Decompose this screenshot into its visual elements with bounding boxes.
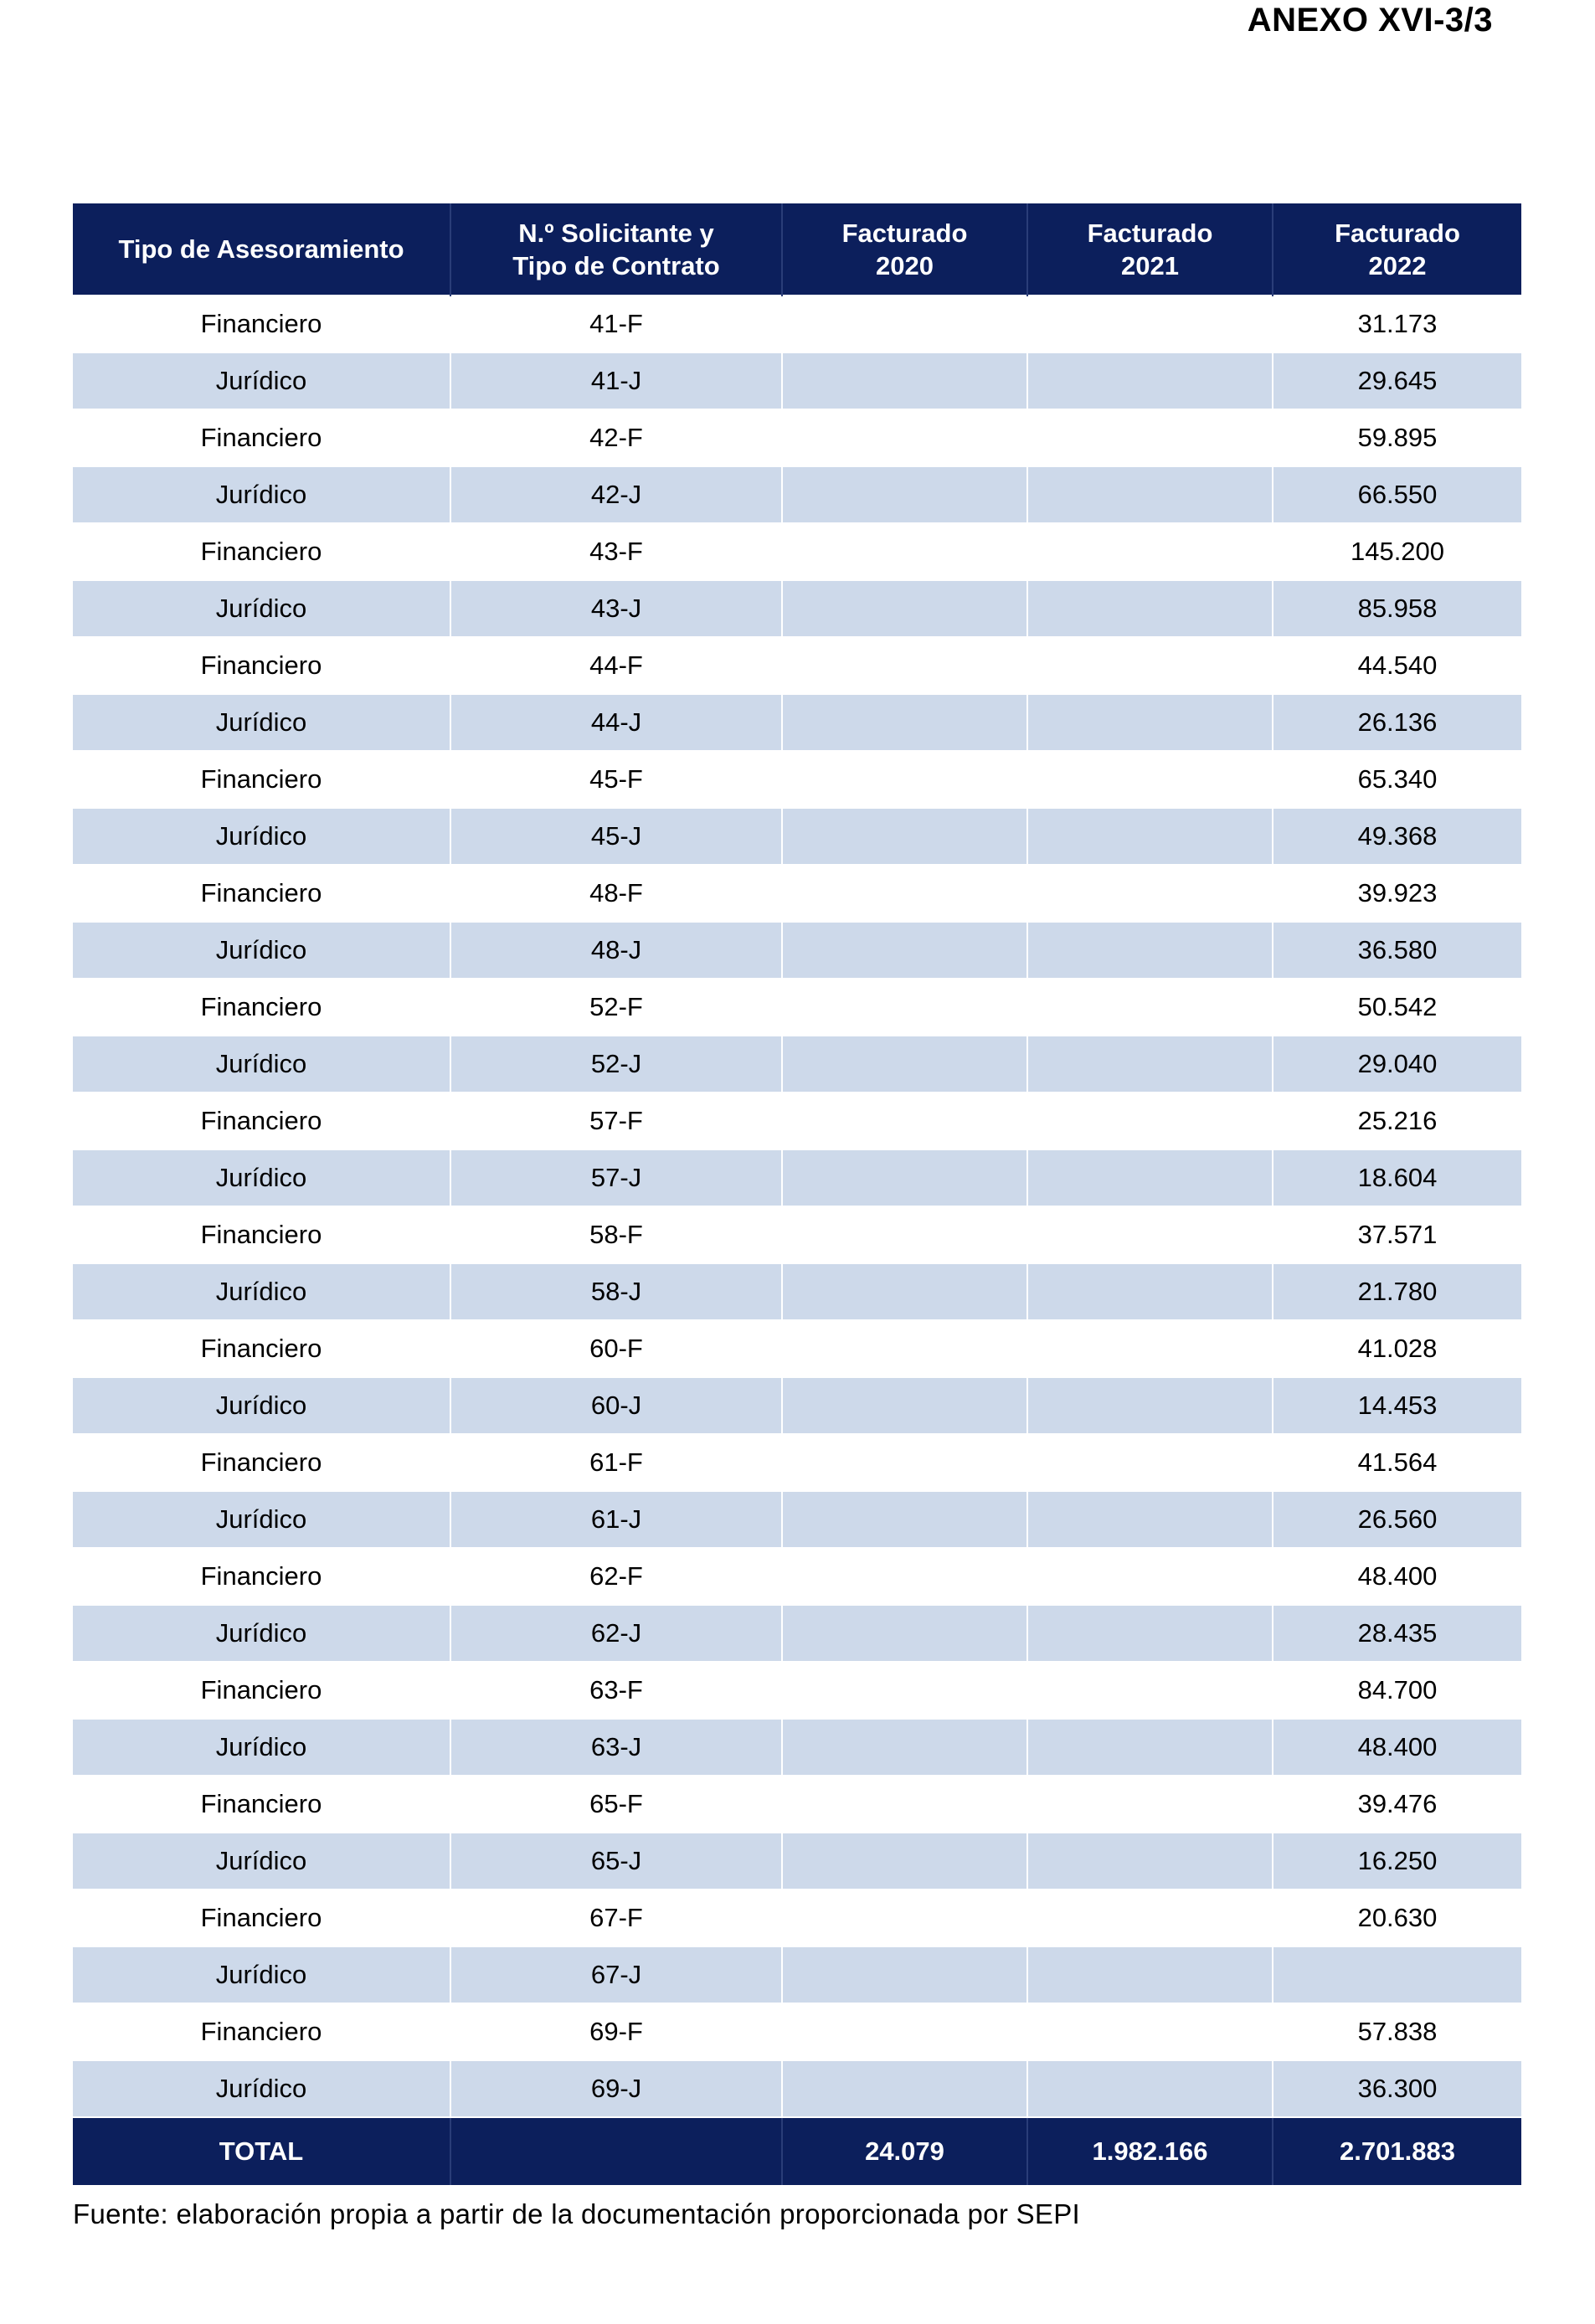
facturado-2022-cell: 26.560: [1273, 1491, 1521, 1548]
table-row: [73, 1377, 1521, 1434]
header-line: 2020: [876, 250, 934, 280]
facturado-2020-cell: [782, 2060, 1027, 2117]
solicitante-cell: 57-J: [450, 1149, 782, 1206]
total-label: TOTAL: [73, 2117, 450, 2185]
facturado-2020-cell: [782, 1946, 1027, 2003]
tipo-cell: Financiero: [73, 1662, 450, 1719]
table-row: [73, 2060, 1521, 2117]
facturado-2022-cell: 50.542: [1273, 979, 1521, 1036]
header-line: Tipo de Asesoramiento: [118, 234, 404, 264]
tipo-cell: Financiero: [73, 409, 450, 466]
facturado-2021-cell: [1027, 922, 1273, 979]
facturado-2020-cell: [782, 1377, 1027, 1434]
table-row: [73, 922, 1521, 979]
facturado-2021-cell: [1027, 1320, 1273, 1377]
facturado-2021-cell: [1027, 523, 1273, 580]
table-row: [73, 1776, 1521, 1833]
facturado-2022-cell: 14.453: [1273, 1377, 1521, 1434]
header-line: N.º Solicitante y: [518, 218, 714, 248]
tipo-cell: Financiero: [73, 637, 450, 694]
table-row: [73, 751, 1521, 808]
facturado-2020-cell: [782, 1149, 1027, 1206]
facturado-2021-cell: [1027, 1946, 1273, 2003]
facturado-2020-cell: [782, 1605, 1027, 1662]
tipo-cell: Jurídico: [73, 1719, 450, 1776]
solicitante-cell: 58-J: [450, 1263, 782, 1320]
table-row: [73, 1605, 1521, 1662]
header-line: Tipo de Contrato: [512, 250, 720, 280]
facturado-2020-cell: [782, 1320, 1027, 1377]
facturado-2020-cell: [782, 979, 1027, 1036]
solicitante-cell: 42-F: [450, 409, 782, 466]
header-facturado-2021: [1027, 203, 1273, 296]
facturado-2022-cell: 28.435: [1273, 1605, 1521, 1662]
facturado-2022-cell: 36.300: [1273, 2060, 1521, 2117]
facturado-2022-cell: 29.040: [1273, 1036, 1521, 1093]
tipo-cell: Financiero: [73, 1776, 450, 1833]
solicitante-cell: 63-F: [450, 1662, 782, 1719]
billing-table: [73, 203, 1521, 2185]
table-row: [73, 1263, 1521, 1320]
facturado-2021-cell: [1027, 2003, 1273, 2060]
solicitante-cell: 42-J: [450, 466, 782, 523]
tipo-cell: Financiero: [73, 523, 450, 580]
facturado-2020-cell: [782, 1491, 1027, 1548]
facturado-2022-cell: 85.958: [1273, 580, 1521, 637]
tipo-cell: Financiero: [73, 1890, 450, 1946]
header-line: 2021: [1121, 250, 1179, 280]
facturado-2021-cell: [1027, 1377, 1273, 1434]
facturado-2020-cell: [782, 808, 1027, 865]
tipo-cell: Jurídico: [73, 2060, 450, 2117]
header-row: [73, 203, 1521, 296]
facturado-2020-cell: [782, 1776, 1027, 1833]
facturado-2021-cell: [1027, 1036, 1273, 1093]
solicitante-cell: 43-J: [450, 580, 782, 637]
facturado-2020-cell: [782, 1263, 1027, 1320]
facturado-2022-cell: 48.400: [1273, 1719, 1521, 1776]
solicitante-cell: 60-F: [450, 1320, 782, 1377]
facturado-2020-cell: [782, 922, 1027, 979]
solicitante-cell: 60-J: [450, 1377, 782, 1434]
solicitante-cell: 52-J: [450, 1036, 782, 1093]
table-footer: [73, 2117, 1521, 2185]
facturado-2021-cell: [1027, 1890, 1273, 1946]
table-row: [73, 1662, 1521, 1719]
facturado-2022-cell: 57.838: [1273, 2003, 1521, 2060]
tipo-cell: Financiero: [73, 1320, 450, 1377]
facturado-2022-cell: 39.923: [1273, 865, 1521, 922]
solicitante-cell: 48-F: [450, 865, 782, 922]
table-row: [73, 1946, 1521, 2003]
facturado-2020-cell: [782, 1890, 1027, 1946]
tipo-cell: Financiero: [73, 979, 450, 1036]
header-line: Facturado: [1335, 218, 1460, 248]
table-row: [73, 523, 1521, 580]
facturado-2022-cell: 66.550: [1273, 466, 1521, 523]
tipo-cell: Jurídico: [73, 1263, 450, 1320]
facturado-2022-cell: 37.571: [1273, 1206, 1521, 1263]
tipo-cell: Financiero: [73, 751, 450, 808]
facturado-2020-cell: [782, 1662, 1027, 1719]
tipo-cell: Jurídico: [73, 1946, 450, 2003]
facturado-2022-cell: 29.645: [1273, 352, 1521, 409]
facturado-2021-cell: [1027, 1833, 1273, 1890]
table-row: [73, 1206, 1521, 1263]
facturado-2020-cell: [782, 466, 1027, 523]
table-row: [73, 580, 1521, 637]
tipo-cell: Financiero: [73, 1093, 450, 1149]
table-row: [73, 409, 1521, 466]
facturado-2022-cell: 59.895: [1273, 409, 1521, 466]
facturado-2021-cell: [1027, 979, 1273, 1036]
table-row: [73, 1890, 1521, 1946]
facturado-2021-cell: [1027, 1719, 1273, 1776]
facturado-2022-cell: 84.700: [1273, 1662, 1521, 1719]
tipo-cell: Jurídico: [73, 808, 450, 865]
facturado-2021-cell: [1027, 352, 1273, 409]
table-row: [73, 1093, 1521, 1149]
facturado-2021-cell: [1027, 1263, 1273, 1320]
facturado-2020-cell: [782, 296, 1027, 352]
facturado-2020-cell: [782, 580, 1027, 637]
facturado-2021-cell: [1027, 1149, 1273, 1206]
total-cell: [450, 2117, 782, 2185]
tipo-cell: Jurídico: [73, 1149, 450, 1206]
facturado-2022-cell: 41.028: [1273, 1320, 1521, 1377]
solicitante-cell: 65-J: [450, 1833, 782, 1890]
tipo-cell: Financiero: [73, 1548, 450, 1605]
facturado-2020-cell: [782, 1548, 1027, 1605]
tipo-cell: Financiero: [73, 2003, 450, 2060]
table-row: [73, 2003, 1521, 2060]
total-2020: 24.079: [782, 2117, 1027, 2185]
facturado-2021-cell: [1027, 466, 1273, 523]
tipo-cell: Financiero: [73, 296, 450, 352]
facturado-2021-cell: [1027, 1662, 1273, 1719]
facturado-2021-cell: [1027, 409, 1273, 466]
facturado-2020-cell: [782, 865, 1027, 922]
facturado-2022-cell: 26.136: [1273, 694, 1521, 751]
facturado-2021-cell: [1027, 1605, 1273, 1662]
facturado-2020-cell: [782, 1093, 1027, 1149]
facturado-2020-cell: [782, 523, 1027, 580]
solicitante-cell: 52-F: [450, 979, 782, 1036]
facturado-2022-cell: 44.540: [1273, 637, 1521, 694]
tipo-cell: Jurídico: [73, 1036, 450, 1093]
facturado-2021-cell: [1027, 1434, 1273, 1491]
annex-title: ANEXO XVI-3/3: [1247, 2, 1493, 39]
header-line: Facturado: [1087, 218, 1213, 248]
total-2021: 1.982.166: [1027, 2117, 1273, 2185]
solicitante-cell: 62-J: [450, 1605, 782, 1662]
header-facturado-2022: [1273, 203, 1521, 296]
header-facturado-2020: [782, 203, 1027, 296]
solicitante-cell: 45-F: [450, 751, 782, 808]
header-line: 2022: [1368, 250, 1427, 280]
solicitante-cell: 67-F: [450, 1890, 782, 1946]
facturado-2021-cell: [1027, 296, 1273, 352]
solicitante-cell: 65-F: [450, 1776, 782, 1833]
tipo-cell: Financiero: [73, 1434, 450, 1491]
solicitante-cell: 58-F: [450, 1206, 782, 1263]
table-header: [73, 203, 1521, 296]
solicitante-cell: 61-J: [450, 1491, 782, 1548]
facturado-2022-cell: 31.173: [1273, 296, 1521, 352]
facturado-2021-cell: [1027, 808, 1273, 865]
table-row: [73, 466, 1521, 523]
tipo-cell: Financiero: [73, 865, 450, 922]
facturado-2020-cell: [782, 1206, 1027, 1263]
facturado-2022-cell: 21.780: [1273, 1263, 1521, 1320]
facturado-2020-cell: [782, 352, 1027, 409]
tipo-cell: Jurídico: [73, 1377, 450, 1434]
solicitante-cell: 62-F: [450, 1548, 782, 1605]
solicitante-cell: 69-J: [450, 2060, 782, 2117]
solicitante-cell: 44-J: [450, 694, 782, 751]
facturado-2022-cell: 16.250: [1273, 1833, 1521, 1890]
solicitante-cell: 44-F: [450, 637, 782, 694]
facturado-2020-cell: [782, 1719, 1027, 1776]
facturado-2022-cell: 49.368: [1273, 808, 1521, 865]
table-row: [73, 296, 1521, 352]
facturado-2020-cell: [782, 1036, 1027, 1093]
facturado-2020-cell: [782, 751, 1027, 808]
facturado-2021-cell: [1027, 1491, 1273, 1548]
tipo-cell: Financiero: [73, 1206, 450, 1263]
tipo-cell: Jurídico: [73, 466, 450, 523]
table-body: [73, 296, 1521, 2117]
table-row: [73, 637, 1521, 694]
table-row: [73, 979, 1521, 1036]
facturado-2020-cell: [782, 637, 1027, 694]
solicitante-cell: 69-F: [450, 2003, 782, 2060]
table-row: [73, 1719, 1521, 1776]
table-row: [73, 1434, 1521, 1491]
facturado-2022-cell: 41.564: [1273, 1434, 1521, 1491]
table-row: [73, 1833, 1521, 1890]
solicitante-cell: 41-F: [450, 296, 782, 352]
tipo-cell: Jurídico: [73, 1605, 450, 1662]
solicitante-cell: 48-J: [450, 922, 782, 979]
facturado-2021-cell: [1027, 1206, 1273, 1263]
facturado-2021-cell: [1027, 751, 1273, 808]
table-row: [73, 1036, 1521, 1093]
facturado-2022-cell: 145.200: [1273, 523, 1521, 580]
total-row: [73, 2117, 1521, 2185]
facturado-2022-cell: 25.216: [1273, 1093, 1521, 1149]
facturado-2022-cell: 39.476: [1273, 1776, 1521, 1833]
total-2022: 2.701.883: [1273, 2117, 1521, 2185]
table-row: [73, 865, 1521, 922]
header-line: Facturado: [841, 218, 968, 248]
facturado-2021-cell: [1027, 580, 1273, 637]
solicitante-cell: 41-J: [450, 352, 782, 409]
facturado-2022-cell: 36.580: [1273, 922, 1521, 979]
solicitante-cell: 57-F: [450, 1093, 782, 1149]
table-row: [73, 352, 1521, 409]
tipo-cell: Jurídico: [73, 1491, 450, 1548]
facturado-2022-cell: [1273, 1946, 1521, 2003]
facturado-2020-cell: [782, 694, 1027, 751]
solicitante-cell: 43-F: [450, 523, 782, 580]
table-row: [73, 694, 1521, 751]
facturado-2020-cell: [782, 409, 1027, 466]
tipo-cell: Jurídico: [73, 580, 450, 637]
facturado-2021-cell: [1027, 2060, 1273, 2117]
tipo-cell: Jurídico: [73, 352, 450, 409]
solicitante-cell: 63-J: [450, 1719, 782, 1776]
tipo-cell: Jurídico: [73, 694, 450, 751]
facturado-2020-cell: [782, 2003, 1027, 2060]
facturado-2021-cell: [1027, 1093, 1273, 1149]
header-solicitante-contrato: [450, 203, 782, 296]
facturado-2022-cell: 20.630: [1273, 1890, 1521, 1946]
facturado-2021-cell: [1027, 1548, 1273, 1605]
facturado-2021-cell: [1027, 694, 1273, 751]
header-tipo-asesoramiento: [73, 203, 450, 296]
facturado-2022-cell: 65.340: [1273, 751, 1521, 808]
solicitante-cell: 67-J: [450, 1946, 782, 2003]
facturado-2021-cell: [1027, 865, 1273, 922]
facturado-2021-cell: [1027, 1776, 1273, 1833]
table-row: [73, 1491, 1521, 1548]
table-row: [73, 808, 1521, 865]
solicitante-cell: 45-J: [450, 808, 782, 865]
facturado-2020-cell: [782, 1833, 1027, 1890]
facturado-2022-cell: 48.400: [1273, 1548, 1521, 1605]
facturado-2020-cell: [782, 1434, 1027, 1491]
facturado-2021-cell: [1027, 637, 1273, 694]
tipo-cell: Jurídico: [73, 922, 450, 979]
tipo-cell: Jurídico: [73, 1833, 450, 1890]
source-note: Fuente: elaboración propia a partir de la documentación proporcionada por SEPI: [73, 2198, 1080, 2229]
facturado-2022-cell: 18.604: [1273, 1149, 1521, 1206]
solicitante-cell: 61-F: [450, 1434, 782, 1491]
table-row: [73, 1320, 1521, 1377]
table-row: [73, 1149, 1521, 1206]
table-row: [73, 1548, 1521, 1605]
